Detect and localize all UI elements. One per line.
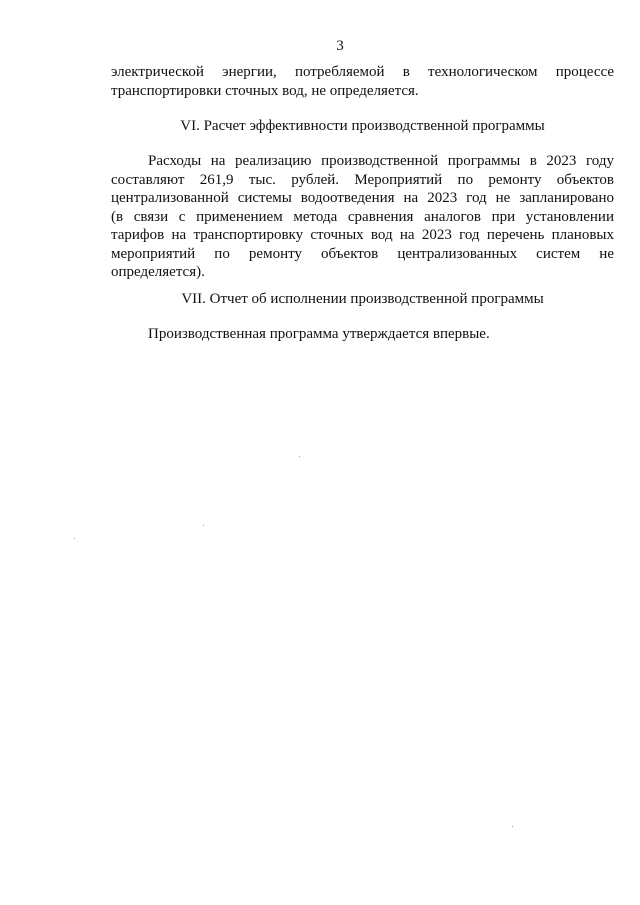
- paragraph-line: (в связи с применением метода сравнения аналогов при установлении: [111, 208, 614, 225]
- paragraph-line: определяется).: [111, 264, 205, 280]
- paragraph-line: централизованной системы водоотведения на 2023 год не запланировано: [111, 190, 614, 206]
- section-6-paragraph: [111, 152, 614, 282]
- paragraph-line: Расходы на реализацию производственной программы в 2023 году: [148, 153, 614, 169]
- paragraph-line: мероприятий по ремонту объектов централизованных систем не: [111, 245, 614, 262]
- page-number: 3: [336, 38, 344, 54]
- intro-line: транспортировки сточных вод, не определяется.: [111, 82, 419, 99]
- paragraph-line: тарифов на транспортировку сточных вод на 2023 год перечень плановых: [111, 227, 614, 243]
- paragraph-line: Производственная программа утверждается впервые.: [148, 326, 490, 342]
- paragraph-line: составляют 261,9 тыс. рублей. Мероприятий по ремонту объектов: [111, 171, 614, 188]
- section-6-heading: VI. Расчет эффективности производственной программы: [180, 118, 545, 134]
- section-7-paragraph: [111, 325, 614, 344]
- scan-speck: [512, 826, 513, 827]
- scan-speck: [74, 538, 75, 539]
- intro-line: электрической энергии, потребляемой в технологическом процессе: [111, 64, 614, 80]
- scan-speck: [203, 525, 204, 526]
- scan-speck: [299, 456, 300, 457]
- intro-paragraph: [111, 63, 614, 100]
- section-7-heading: VII. Отчет об исполнении производственной программы: [181, 291, 544, 307]
